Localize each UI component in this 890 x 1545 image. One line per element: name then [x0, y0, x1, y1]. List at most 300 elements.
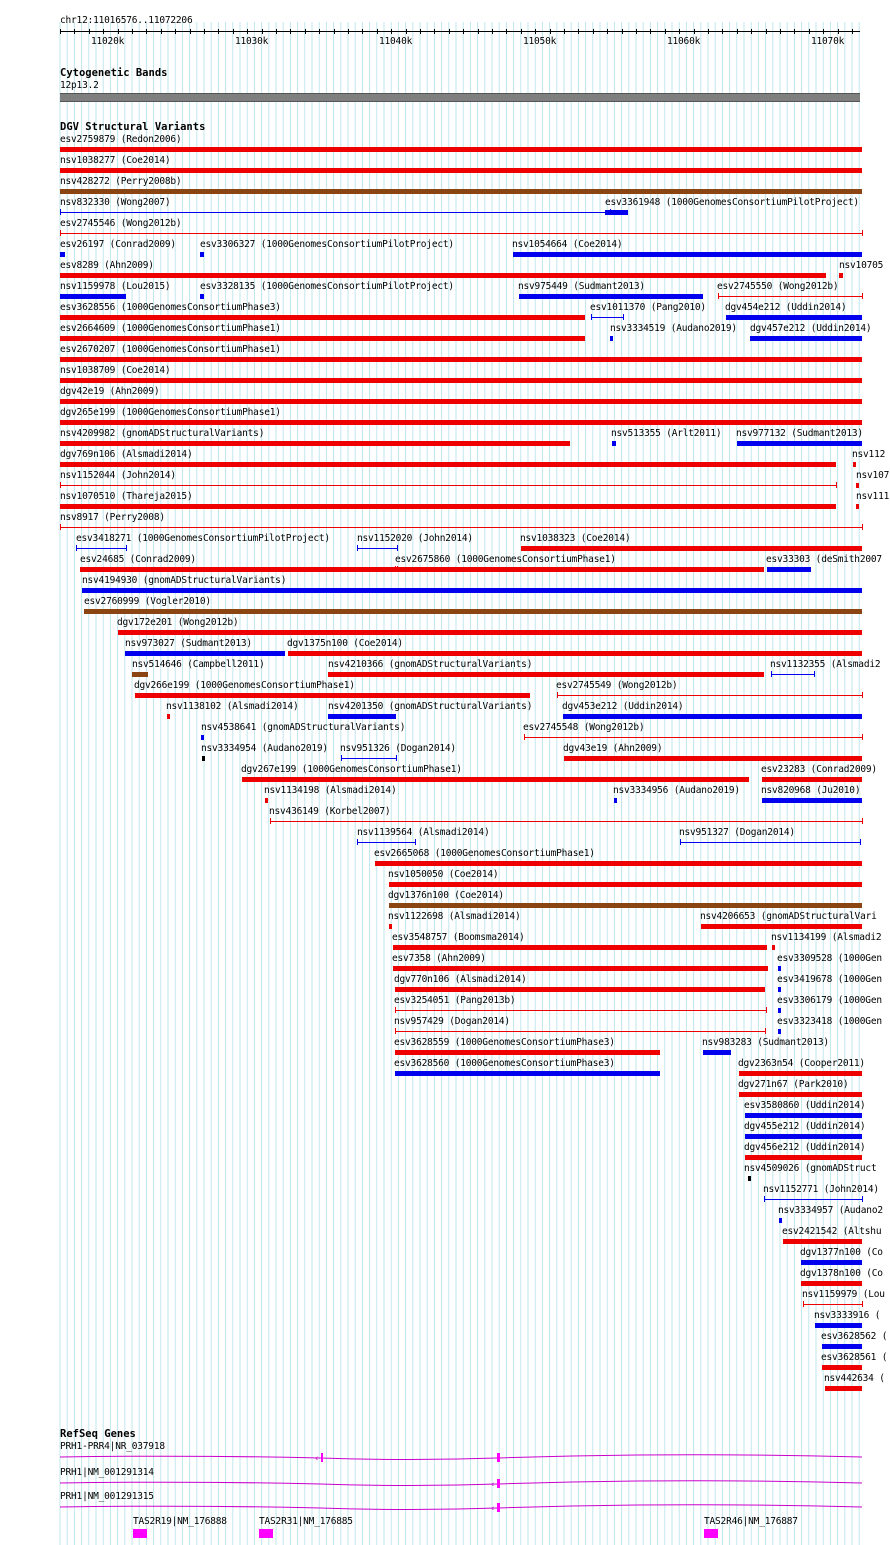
gene-label[interactable]: PRH1|NM_001291315	[60, 1491, 154, 1502]
variant-label[interactable]: nsv3334954 (Audano2019)	[201, 743, 328, 754]
variant-feature[interactable]	[703, 1050, 731, 1055]
variant-label[interactable]: nsv977132 (Sudmant2013)	[736, 428, 863, 439]
variant-feature[interactable]	[778, 966, 781, 971]
variant-label[interactable]: nsv1038709 (Coe2014)	[60, 365, 171, 376]
variant-endcap	[860, 839, 861, 845]
variant-endcap	[862, 524, 863, 530]
variant-label[interactable]: dgv1376n100 (Coe2014)	[388, 890, 504, 901]
variant-feature[interactable]	[521, 546, 862, 551]
track-title-refseq[interactable]: RefSeq Genes	[60, 1428, 136, 1440]
variant-feature[interactable]	[745, 1134, 862, 1139]
variant-feature[interactable]	[856, 483, 859, 488]
variant-label[interactable]: nsv1159979 (Lou	[802, 1289, 885, 1300]
variant-endcap	[765, 1028, 766, 1034]
gene-box[interactable]	[259, 1529, 273, 1538]
variant-endcap	[862, 230, 863, 236]
variant-endcap	[591, 314, 592, 320]
variant-feature[interactable]	[375, 861, 862, 866]
ruler-tick-label: 11050k	[523, 36, 557, 47]
variant-label[interactable]: nsv1152771 (John2014)	[763, 1184, 879, 1195]
variant-label[interactable]: nsv1139564 (Alsmadi2014)	[357, 827, 490, 838]
variant-endcap	[623, 314, 624, 320]
variant-feature[interactable]	[60, 147, 862, 152]
variant-label[interactable]: esv2759879 (Redon2006)	[60, 134, 182, 145]
variant-label[interactable]: esv8289 (Ahn2009)	[60, 260, 154, 271]
variant-label[interactable]: esv33303 (deSmith2007	[766, 554, 882, 565]
variant-label[interactable]: esv3548757 (Boomsma2014)	[392, 932, 525, 943]
variant-feature[interactable]	[60, 504, 836, 509]
variant-feature[interactable]	[591, 317, 623, 318]
variant-label[interactable]: nsv1050050 (Coe2014)	[388, 869, 499, 880]
variant-feature[interactable]	[610, 336, 613, 341]
variant-label[interactable]: esv3323418 (1000Gen	[777, 1016, 882, 1027]
ruler-minor-tick	[636, 29, 637, 34]
variant-label[interactable]: esv3418271 (1000GenomesConsortiumPilotProject)	[76, 533, 330, 544]
variant-label[interactable]: nsv820968 (Ju2010)	[761, 785, 861, 796]
variant-feature[interactable]	[60, 420, 862, 425]
ruler-minor-tick	[420, 29, 421, 34]
variant-label[interactable]: nsv8917 (Perry2008)	[60, 512, 165, 523]
cytoband-bar[interactable]	[60, 93, 860, 102]
variant-label[interactable]: esv3361948 (1000GenomesConsortiumPilotProject)	[605, 197, 859, 208]
variant-label[interactable]: nsv1038323 (Coe2014)	[520, 533, 631, 544]
variant-feature[interactable]	[557, 695, 862, 696]
variant-label[interactable]: dgv1377n100 (Co	[800, 1247, 883, 1258]
gene-box[interactable]	[133, 1529, 147, 1538]
ruler-minor-tick	[694, 29, 695, 34]
ruler-minor-tick	[722, 29, 723, 34]
variant-label[interactable]: nsv513355 (Arlt2011)	[611, 428, 722, 439]
variant-feature[interactable]	[519, 294, 703, 299]
variant-feature[interactable]	[167, 714, 170, 719]
ruler-minor-tick	[622, 29, 623, 34]
variant-label[interactable]: esv26197 (Conrad2009)	[60, 239, 176, 250]
variant-feature[interactable]	[60, 441, 570, 446]
variant-endcap	[60, 230, 61, 236]
variant-label[interactable]: dgv1378n100 (Co	[800, 1268, 883, 1279]
track-title-dgv[interactable]: DGV Structural Variants	[60, 121, 206, 133]
variant-endcap	[803, 1301, 804, 1307]
variant-label[interactable]: nsv4209982 (gnomADStructuralVariants)	[60, 428, 265, 439]
variant-feature[interactable]	[564, 756, 862, 761]
ruler-minor-tick	[175, 29, 176, 34]
variant-feature[interactable]	[125, 651, 285, 656]
variant-feature[interactable]	[778, 987, 781, 992]
ruler-minor-tick	[593, 29, 594, 34]
variant-endcap	[396, 755, 397, 761]
variant-feature[interactable]	[60, 294, 126, 299]
variant-label[interactable]: nsv111	[856, 491, 890, 502]
variant-label[interactable]: nsv1134199 (Alsmadi2	[771, 932, 882, 943]
ruler-minor-tick	[751, 29, 752, 34]
variant-label[interactable]: dgv454e212 (Uddin2014)	[725, 302, 847, 313]
variant-label[interactable]: nsv1132355 (Alsmadi2	[770, 659, 881, 670]
variant-feature[interactable]	[60, 336, 585, 341]
ruler-minor-tick	[406, 29, 407, 34]
variant-feature[interactable]	[60, 399, 862, 404]
variant-feature[interactable]	[822, 1365, 862, 1370]
variant-label[interactable]: dgv456e212 (Uddin2014)	[744, 1142, 866, 1153]
variant-label[interactable]: nsv3334519 (Audano2019)	[610, 323, 737, 334]
ruler-minor-tick	[607, 29, 608, 34]
variant-feature[interactable]	[132, 672, 148, 677]
variant-feature[interactable]	[135, 693, 530, 698]
variant-feature[interactable]	[701, 924, 862, 929]
variant-endcap	[836, 482, 837, 488]
variant-label[interactable]: nsv832330 (Wong2007)	[60, 197, 171, 208]
variant-feature[interactable]	[60, 252, 65, 257]
variant-label[interactable]: dgv455e212 (Uddin2014)	[744, 1121, 866, 1132]
variant-label[interactable]: dgv172e201 (Wong2012b)	[117, 617, 239, 628]
variant-feature[interactable]	[60, 168, 862, 173]
variant-feature[interactable]	[201, 735, 204, 740]
variant-label[interactable]: esv1011370 (Pang2010)	[590, 302, 706, 313]
variant-endcap	[397, 545, 398, 551]
variant-label[interactable]: dgv2363n54 (Cooper2011)	[738, 1058, 865, 1069]
variant-feature[interactable]	[778, 1008, 781, 1013]
ruler-minor-tick	[218, 29, 219, 34]
variant-endcap	[862, 692, 863, 698]
variant-label[interactable]: dgv457e212 (Uddin2014)	[750, 323, 872, 334]
variant-feature[interactable]	[750, 336, 862, 341]
variant-feature[interactable]	[853, 462, 856, 467]
variant-feature[interactable]	[783, 1239, 862, 1244]
ruler-minor-tick	[334, 29, 335, 34]
variant-endcap	[766, 1007, 767, 1013]
variant-label[interactable]: nsv514646 (Campbell2011)	[132, 659, 265, 670]
variant-feature[interactable]	[739, 1092, 862, 1097]
variant-feature[interactable]	[60, 189, 862, 194]
variant-endcap	[764, 1196, 765, 1202]
variant-label[interactable]: esv3580860 (Uddin2014)	[744, 1100, 866, 1111]
variant-feature[interactable]	[815, 1323, 862, 1328]
variant-feature[interactable]	[200, 252, 204, 257]
variant-feature[interactable]	[84, 609, 862, 614]
variant-label[interactable]: nsv1122698 (Alsmadi2014)	[388, 911, 521, 922]
ruler-minor-tick	[780, 29, 781, 34]
variant-label[interactable]: esv2745546 (Wong2012b)	[60, 218, 182, 229]
variant-label[interactable]: esv2760999 (Vogler2010)	[84, 596, 211, 607]
variant-feature[interactable]	[76, 548, 126, 549]
gene-intron-line	[60, 1481, 862, 1486]
variant-feature[interactable]	[825, 1386, 862, 1391]
variant-feature[interactable]	[60, 212, 610, 213]
variant-endcap	[357, 545, 358, 551]
variant-feature[interactable]	[60, 485, 836, 486]
variant-label[interactable]: nsv1152020 (John2014)	[357, 533, 473, 544]
variant-label[interactable]: nsv4538641 (gnomADStructuralVariants)	[201, 722, 406, 733]
variant-label[interactable]: dgv271n67 (Park2010)	[738, 1079, 849, 1090]
variant-feature[interactable]	[513, 252, 862, 257]
gene-model[interactable]	[0, 1449, 890, 1469]
ruler-minor-tick	[262, 29, 263, 34]
ruler-minor-tick	[578, 29, 579, 34]
variant-endcap	[862, 1301, 863, 1307]
variant-label[interactable]: esv24685 (Conrad2009)	[80, 554, 196, 565]
variant-feature[interactable]	[764, 1199, 862, 1200]
ruler-tick-label: 11020k	[91, 36, 125, 47]
ruler-minor-tick	[809, 29, 810, 34]
variant-label[interactable]: nsv4210366 (gnomADStructuralVariants)	[328, 659, 533, 670]
variant-label[interactable]: nsv436149 (Korbel2007)	[269, 806, 391, 817]
ruler-minor-tick	[233, 29, 234, 34]
variant-label[interactable]: esv3628561 (	[821, 1352, 888, 1363]
track-title-cytogenetic-bands[interactable]: Cytogenetic Bands	[60, 67, 168, 79]
variant-endcap	[395, 1007, 396, 1013]
variant-label[interactable]: esv3628560 (1000GenomesConsortiumPhase3)	[394, 1058, 615, 1069]
ruler-minor-tick	[60, 29, 61, 34]
variant-feature[interactable]	[341, 758, 396, 759]
gene-intron-line	[60, 1455, 862, 1460]
variant-label[interactable]: nsv428272 (Perry2008b)	[60, 176, 182, 187]
variant-label[interactable]: esv3628562 (	[821, 1331, 888, 1342]
variant-endcap	[357, 839, 358, 845]
variant-label[interactable]: esv3306179 (1000Gen	[777, 995, 882, 1006]
variant-label[interactable]: esv2675860 (1000GenomesConsortiumPhase1)	[395, 554, 616, 565]
variant-feature[interactable]	[767, 567, 811, 572]
variant-label[interactable]: esv7358 (Ahn2009)	[392, 953, 486, 964]
variant-feature[interactable]	[762, 777, 862, 782]
variant-feature[interactable]	[718, 296, 862, 297]
variant-feature[interactable]	[395, 1031, 765, 1032]
variant-feature[interactable]	[779, 1218, 782, 1223]
ruler-minor-tick	[852, 29, 853, 34]
variant-label[interactable]: esv2665068 (1000GenomesConsortiumPhase1)	[374, 848, 595, 859]
variant-label[interactable]: nsv3334957 (Audano2	[778, 1205, 883, 1216]
variant-endcap	[60, 482, 61, 488]
ruler-minor-tick	[535, 29, 536, 34]
variant-label[interactable]: dgv453e212 (Uddin2014)	[562, 701, 684, 712]
variant-feature[interactable]	[265, 798, 268, 803]
variant-feature[interactable]	[357, 548, 397, 549]
variant-label[interactable]: esv3328135 (1000GenomesConsortiumPilotProject)	[200, 281, 454, 292]
ruler-minor-tick	[665, 29, 666, 34]
ruler-minor-tick	[348, 29, 349, 34]
variant-label[interactable]: nsv107	[856, 470, 890, 481]
variant-label[interactable]: esv2421542 (Altshu	[782, 1226, 882, 1237]
variant-feature[interactable]	[822, 1344, 862, 1349]
variant-feature[interactable]	[395, 987, 765, 992]
ruler-minor-tick	[146, 29, 147, 34]
variant-feature[interactable]	[745, 1155, 862, 1160]
variant-label[interactable]: nsv983283 (Sudmant2013)	[702, 1037, 829, 1048]
variant-label[interactable]: nsv4194930 (gnomADStructuralVariants)	[82, 575, 287, 586]
ruler-minor-tick	[564, 29, 565, 34]
ruler-minor-tick	[823, 29, 824, 34]
variant-label[interactable]: esv3419678 (1000Gen	[777, 974, 882, 985]
variant-label[interactable]: nsv442634 (	[824, 1373, 885, 1384]
gene-label[interactable]: TAS2R46|NM_176887	[704, 1516, 798, 1527]
variant-endcap	[862, 734, 863, 740]
variant-feature[interactable]	[60, 462, 836, 467]
variant-label[interactable]: nsv1159978 (Lou2015)	[60, 281, 171, 292]
variant-feature[interactable]	[605, 210, 628, 215]
variant-feature[interactable]	[524, 737, 862, 738]
variant-label[interactable]: dgv43e19 (Ahn2009)	[563, 743, 663, 754]
variant-feature[interactable]	[395, 1050, 660, 1055]
variant-feature[interactable]	[118, 630, 862, 635]
variant-feature[interactable]	[389, 924, 392, 929]
variant-feature[interactable]	[778, 1029, 781, 1034]
variant-feature[interactable]	[748, 1176, 751, 1181]
variant-feature[interactable]	[839, 273, 843, 278]
variant-feature[interactable]	[82, 588, 862, 593]
variant-endcap	[814, 671, 815, 677]
gene-label[interactable]: PRH1-PRR4|NR_037918	[60, 1441, 165, 1452]
variant-feature[interactable]	[60, 378, 862, 383]
ruler-minor-tick	[362, 29, 363, 34]
variant-feature[interactable]	[726, 315, 862, 320]
variant-label[interactable]: nsv4201350 (gnomADStructuralVariants)	[328, 701, 533, 712]
ruler-minor-tick	[434, 29, 435, 34]
variant-feature[interactable]	[60, 273, 826, 278]
variant-endcap	[771, 671, 772, 677]
variant-label[interactable]: nsv1070510 (Thareja2015)	[60, 491, 193, 502]
ruler-minor-tick	[521, 29, 522, 34]
variant-endcap	[397, 566, 398, 572]
cytoband-label: 12p13.2	[60, 80, 99, 91]
variant-feature[interactable]	[60, 357, 862, 362]
variant-feature[interactable]	[614, 798, 617, 803]
variant-label[interactable]: dgv265e199 (1000GenomesConsortiumPhase1)	[60, 407, 281, 418]
gene-exon	[321, 1453, 323, 1462]
gene-box[interactable]	[704, 1529, 718, 1538]
ruler-minor-tick	[708, 29, 709, 34]
variant-feature[interactable]	[395, 1010, 766, 1011]
variant-label[interactable]: dgv1375n100 (Coe2014)	[287, 638, 403, 649]
strand-arrow-icon: ‹	[490, 1504, 496, 1514]
variant-endcap	[680, 839, 681, 845]
variant-label[interactable]: nsv1038277 (Coe2014)	[60, 155, 171, 166]
ruler-tick-label: 11060k	[667, 36, 701, 47]
variant-feature[interactable]	[328, 672, 764, 677]
variant-feature[interactable]	[801, 1260, 862, 1265]
variant-feature[interactable]	[739, 1071, 862, 1076]
ruler-minor-tick	[190, 29, 191, 34]
variant-label[interactable]: esv2745550 (Wong2012b)	[717, 281, 839, 292]
ruler-minor-tick	[118, 29, 119, 34]
gene-label[interactable]: TAS2R19|NM_176888	[133, 1516, 227, 1527]
variant-feature[interactable]	[389, 903, 862, 908]
variant-label[interactable]: dgv267e199 (1000GenomesConsortiumPhase1)	[241, 764, 462, 775]
ruler-minor-tick	[463, 29, 464, 34]
ruler-minor-tick	[74, 29, 75, 34]
variant-label[interactable]: nsv4509026 (gnomADStruct	[744, 1163, 877, 1174]
variant-feature[interactable]	[762, 798, 862, 803]
variant-feature[interactable]	[393, 945, 767, 950]
ruler-tick-label: 11040k	[379, 36, 413, 47]
ruler-minor-tick	[737, 29, 738, 34]
ruler-minor-tick	[449, 29, 450, 34]
variant-label[interactable]: nsv1054664 (Coe2014)	[512, 239, 623, 250]
variant-feature[interactable]	[328, 714, 396, 719]
variant-label[interactable]: nsv957429 (Dogan2014)	[394, 1016, 510, 1027]
variant-feature[interactable]	[357, 842, 415, 843]
variant-feature[interactable]	[389, 882, 862, 887]
variant-label[interactable]: nsv1152044 (John2014)	[60, 470, 176, 481]
variant-feature[interactable]	[745, 1113, 862, 1118]
ruler-minor-tick	[650, 29, 651, 34]
variant-feature[interactable]	[612, 441, 616, 446]
variant-feature[interactable]	[803, 1304, 862, 1305]
variant-label[interactable]: esv3628556 (1000GenomesConsortiumPhase3)	[60, 302, 281, 313]
ruler-minor-tick	[276, 29, 277, 34]
variant-feature[interactable]	[60, 315, 585, 320]
variant-feature[interactable]	[801, 1281, 862, 1286]
variant-feature[interactable]	[772, 945, 775, 950]
variant-label[interactable]: esv2664609 (1000GenomesConsortiumPhase1)	[60, 323, 281, 334]
variant-feature[interactable]	[200, 294, 204, 299]
variant-feature[interactable]	[60, 233, 862, 234]
variant-label[interactable]: nsv3333916 (	[814, 1310, 881, 1321]
variant-endcap	[415, 839, 416, 845]
ruler-minor-tick	[550, 29, 551, 34]
variant-label[interactable]: esv23283 (Conrad2009)	[761, 764, 877, 775]
variant-label[interactable]: esv3309528 (1000Gen	[777, 953, 882, 964]
variant-endcap	[60, 524, 61, 530]
variant-feature[interactable]	[270, 821, 862, 822]
variant-feature[interactable]	[288, 651, 862, 656]
variant-feature[interactable]	[771, 674, 814, 675]
gene-exon	[497, 1503, 500, 1512]
ruler-minor-tick	[161, 29, 162, 34]
variant-feature[interactable]	[393, 966, 768, 971]
variant-label[interactable]: nsv4206653 (gnomADStructuralVari	[700, 911, 877, 922]
variant-label[interactable]: nsv1138102 (Alsmadi2014)	[166, 701, 299, 712]
variant-feature[interactable]	[60, 527, 862, 528]
variant-feature[interactable]	[395, 1071, 660, 1076]
ruler-minor-tick	[132, 29, 133, 34]
variant-feature[interactable]	[563, 714, 862, 719]
variant-feature[interactable]	[80, 567, 764, 572]
ruler-minor-tick	[391, 29, 392, 34]
variant-label[interactable]: nsv3334956 (Audano2019)	[613, 785, 740, 796]
variant-feature[interactable]	[680, 842, 860, 843]
variant-label[interactable]: esv3254051 (Pang2013b)	[394, 995, 516, 1006]
variant-label[interactable]: dgv42e19 (Ahn2009)	[60, 386, 160, 397]
strand-arrow-icon: ‹	[490, 1480, 496, 1490]
variant-feature[interactable]	[856, 504, 859, 509]
variant-label[interactable]: nsv951326 (Dogan2014)	[340, 743, 456, 754]
ruler-position: chr12:11016576..11072206	[60, 15, 193, 26]
variant-label[interactable]: nsv10705	[839, 260, 884, 271]
variant-label[interactable]: nsv112	[852, 449, 886, 460]
variant-label[interactable]: nsv1134198 (Alsmadi2014)	[264, 785, 397, 796]
gene-label[interactable]: TAS2R31|NM_176885	[259, 1516, 353, 1527]
variant-endcap	[60, 209, 61, 215]
variant-label[interactable]: esv2745549 (Wong2012b)	[556, 680, 678, 691]
variant-label[interactable]: esv2745548 (Wong2012b)	[523, 722, 645, 733]
variant-endcap	[557, 692, 558, 698]
ruler-minor-tick	[247, 29, 248, 34]
variant-label[interactable]: nsv951327 (Dogan2014)	[679, 827, 795, 838]
variant-feature[interactable]	[242, 777, 749, 782]
variant-label[interactable]: esv3306327 (1000GenomesConsortiumPilotProject)	[200, 239, 454, 250]
variant-label[interactable]: esv3628559 (1000GenomesConsortiumPhase3)	[394, 1037, 615, 1048]
variant-label[interactable]: nsv975449 (Sudmant2013)	[518, 281, 645, 292]
variant-endcap	[862, 818, 863, 824]
variant-label[interactable]: esv2670207 (1000GenomesConsortiumPhase1)	[60, 344, 281, 355]
variant-label[interactable]: dgv266e199 (1000GenomesConsortiumPhase1)	[134, 680, 355, 691]
gene-label[interactable]: PRH1|NM_001291314	[60, 1467, 154, 1478]
variant-feature[interactable]	[737, 441, 862, 446]
variant-label[interactable]: dgv770n106 (Alsmadi2014)	[394, 974, 527, 985]
variant-label[interactable]: nsv973027 (Sudmant2013)	[125, 638, 252, 649]
variant-endcap	[270, 818, 271, 824]
variant-feature[interactable]	[202, 756, 205, 761]
ruler-tick-label: 11030k	[235, 36, 269, 47]
variant-label[interactable]: dgv769n106 (Alsmadi2014)	[60, 449, 193, 460]
